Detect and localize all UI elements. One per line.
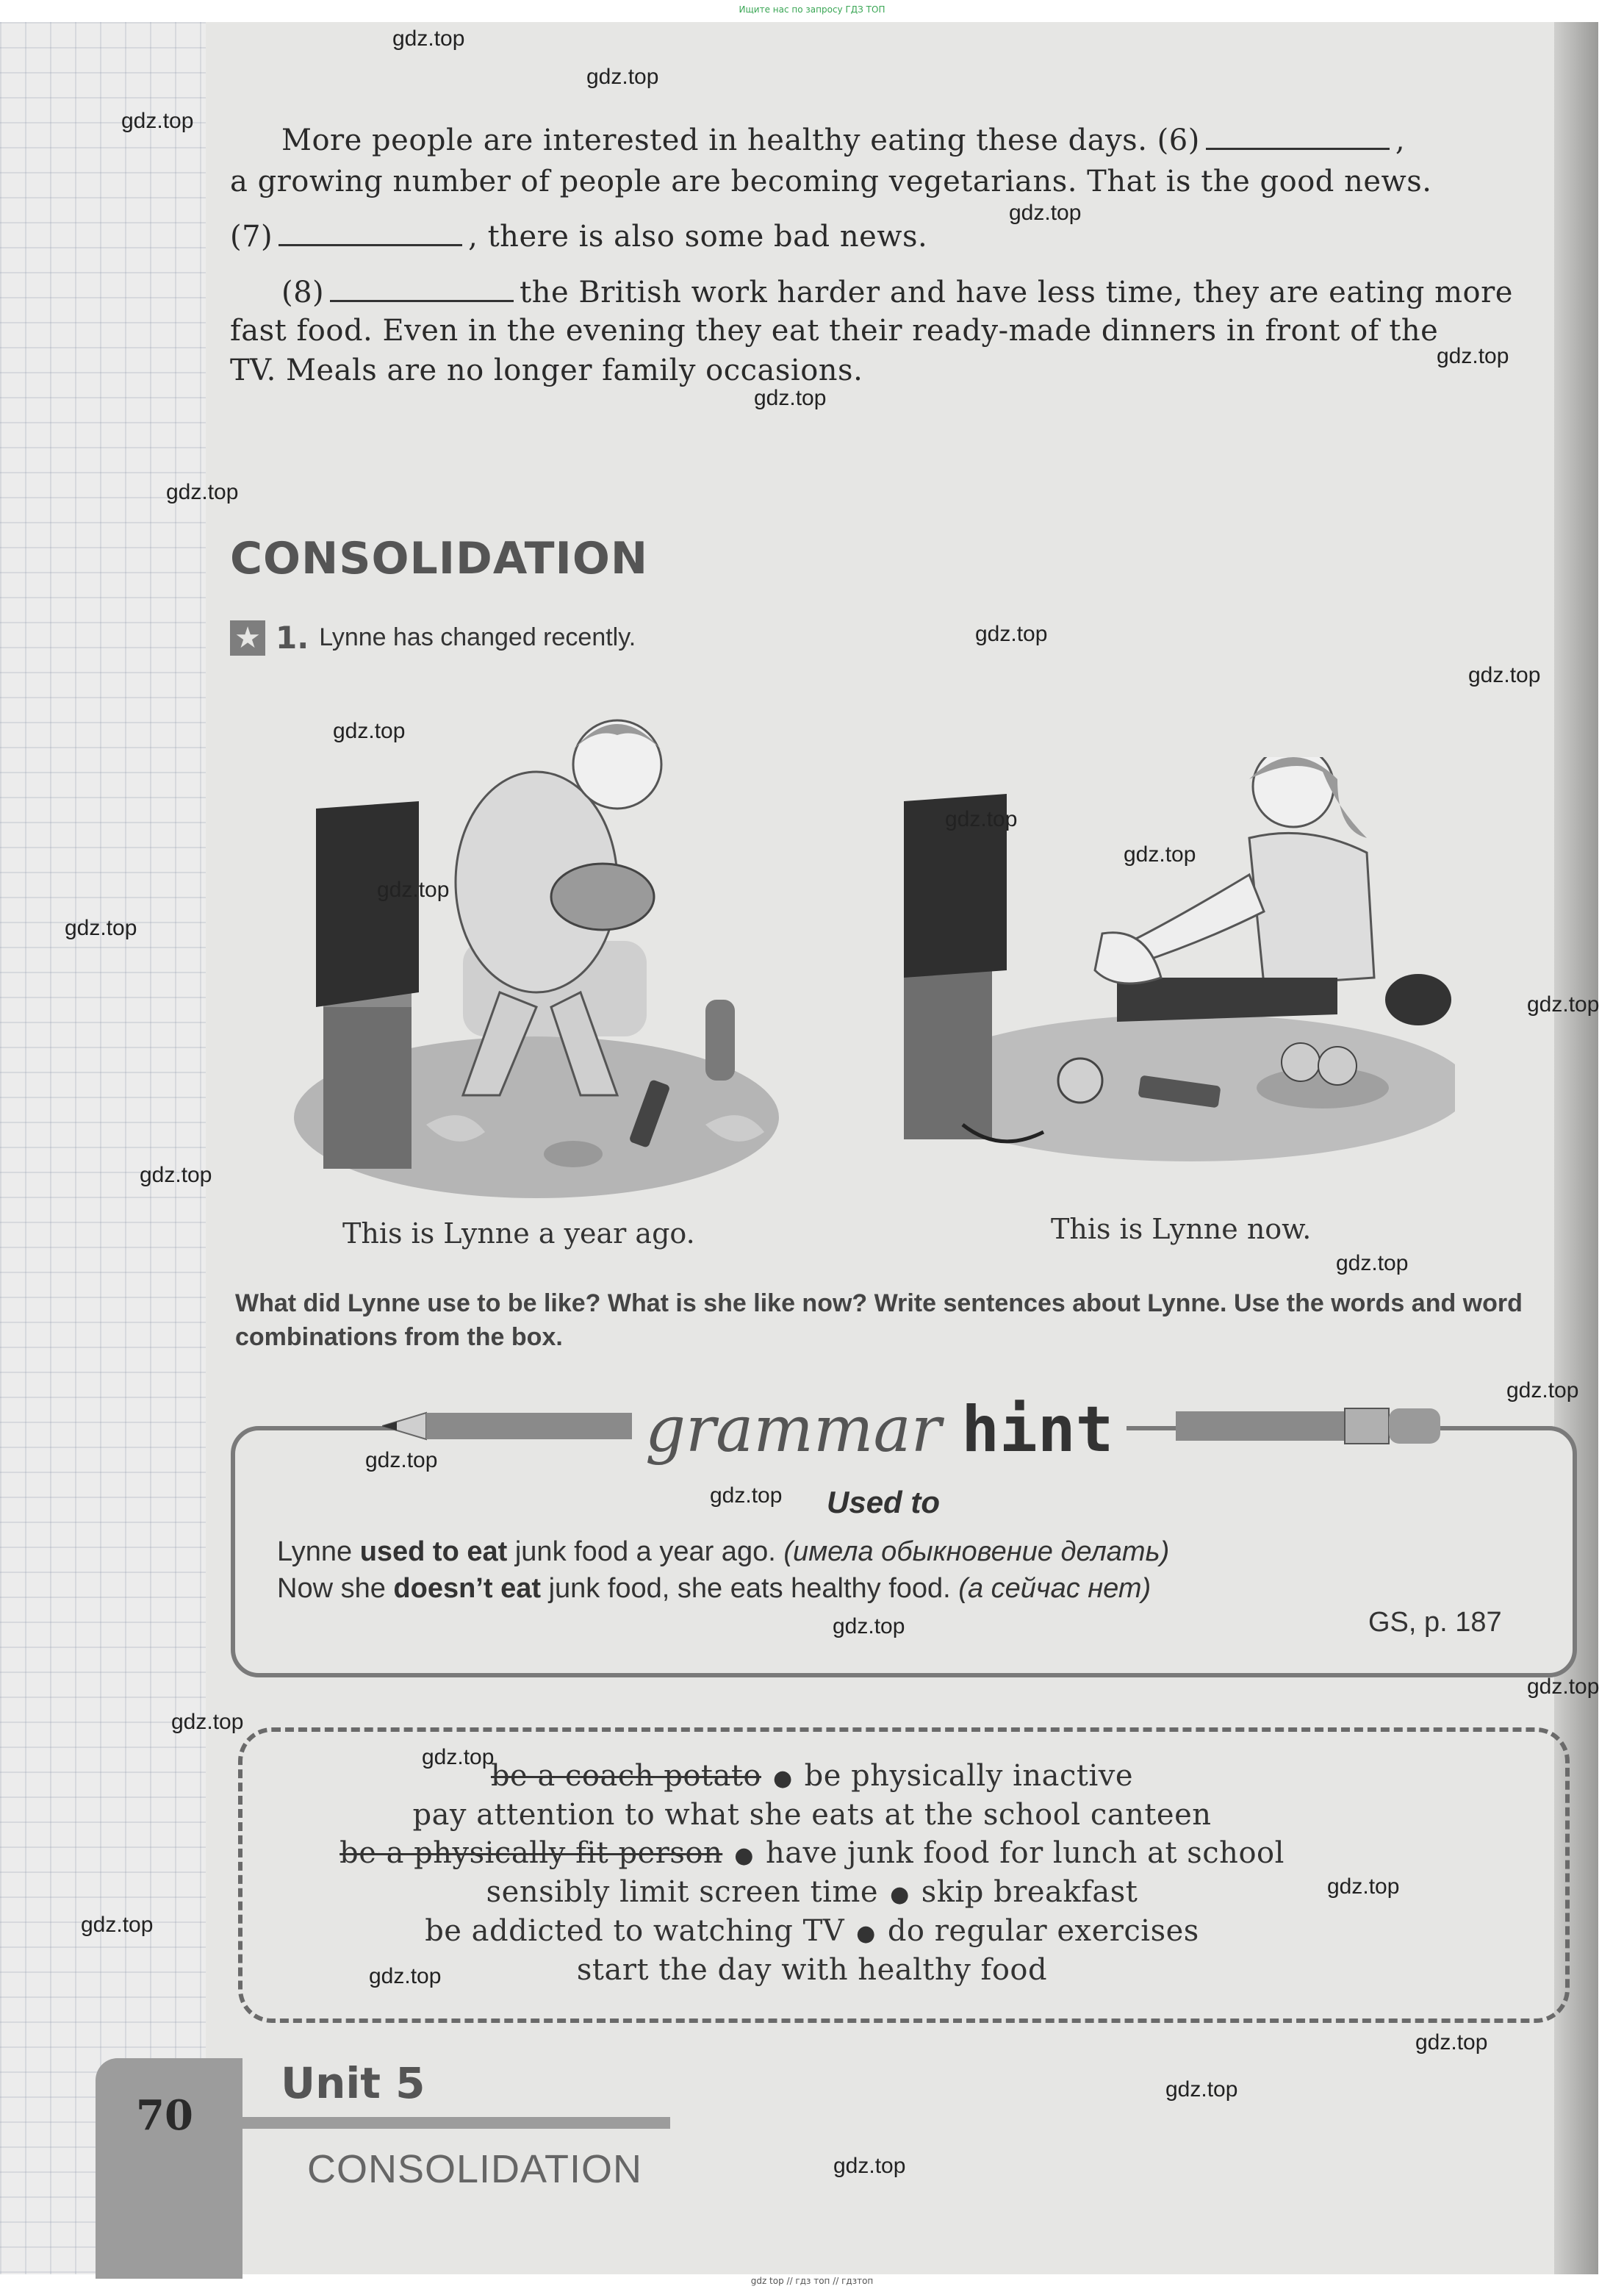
phrase: be physically inactive: [804, 1759, 1134, 1793]
line-text: ,: [1395, 123, 1406, 157]
blank-number: (7): [230, 220, 273, 254]
line-text: , there is also some bad news.: [468, 220, 928, 254]
arm: [1132, 875, 1264, 963]
text-line-2: a growing number of people are becoming vegetarians. That is the good news.: [230, 165, 1432, 198]
caption-year-ago: This is Lynne a year ago.: [342, 1217, 695, 1250]
watermark: gdz.top: [1336, 1251, 1409, 1275]
watermark: gdz.top: [754, 386, 827, 410]
watermark: gdz.top: [1506, 1378, 1579, 1403]
phrase: pay attention to what she eats at the school canteen: [412, 1798, 1212, 1832]
hint-bold-text: hint: [961, 1393, 1114, 1466]
text-line-1: [230, 121, 1567, 160]
grammar-subtitle: Used to: [827, 1485, 941, 1519]
answer-blank-6[interactable]: [1206, 124, 1390, 150]
word-row-2: [0, 1798, 1624, 1832]
word-row-6: [0, 1953, 1624, 1987]
watermark: gdz.top: [1527, 1674, 1600, 1699]
watermark: gdz.top: [171, 1710, 244, 1734]
watermark: gdz.top: [392, 26, 465, 51]
watermark: gdz.top: [369, 1964, 442, 1988]
hint-text: junk food, she eats healthy food.: [541, 1573, 959, 1604]
bullet-icon: ●: [890, 1882, 910, 1908]
exercise-instructions: What did Lynne use to be like? What is she like now? Write sentences about Lynne. Use the words and word combinations from the box.: [235, 1289, 1523, 1351]
watermark: gdz.top: [65, 916, 137, 940]
watermark: gdz.top: [1124, 842, 1196, 867]
text-line-3: [230, 218, 1567, 256]
watermark: gdz.top: [1468, 663, 1541, 687]
leggings: [1117, 978, 1337, 1022]
bullet-icon: ●: [772, 1766, 793, 1791]
watermark: gdz.top: [333, 719, 406, 743]
answer-blank-8[interactable]: [330, 276, 514, 302]
snack-cup: [544, 1141, 603, 1167]
watermark: gdz.top: [1165, 2077, 1238, 2102]
blank-number: (8): [281, 276, 325, 309]
caption-now: This is Lynne now.: [1051, 1213, 1312, 1245]
line-text: More people are interested in healthy eating these days.: [281, 123, 1148, 157]
footer-divider: [237, 2117, 670, 2129]
phrase: be a physically fit person: [339, 1836, 723, 1870]
phrase: sensibly limit screen time: [486, 1875, 879, 1909]
phrase: have junk food for lunch at school: [765, 1836, 1285, 1870]
illustration-lynne-year-ago: [294, 684, 794, 1198]
sneaker: [1385, 974, 1451, 1025]
phrase: be addicted to watching TV: [425, 1914, 845, 1948]
watermark: gdz.top: [833, 2154, 906, 2178]
text-line-6: TV. Meals are no longer family occasions.: [230, 354, 863, 387]
watermark: gdz.top: [1527, 992, 1600, 1017]
phrase: skip breakfast: [921, 1875, 1138, 1909]
page-number: 70: [136, 2091, 193, 2140]
star-icon: ★: [230, 620, 265, 656]
watermark: gdz.top: [586, 65, 659, 89]
watermark: gdz.top: [945, 807, 1018, 831]
watermark: gdz.top: [1437, 344, 1509, 368]
watermark: gdz.top: [365, 1448, 438, 1472]
watermark: gdz.top: [81, 1913, 154, 1937]
answer-blank-7[interactable]: [279, 221, 462, 246]
polka-dot-top: [1249, 833, 1374, 985]
grammar-hint-title: [632, 1393, 1127, 1466]
watermark: gdz.top: [377, 878, 450, 902]
watermark: gdz.top: [121, 109, 194, 133]
hint-translation: (а сейчас нет): [958, 1573, 1151, 1604]
watermark: gdz.top: [975, 622, 1048, 646]
soda-bottle-icon: [705, 1000, 735, 1081]
hint-bold: doesn’t eat: [393, 1573, 542, 1604]
watermark: gdz.top: [710, 1483, 783, 1508]
exercise-title: Lynne has changed recently.: [319, 623, 636, 651]
hint-translation: (имела обыкновение делать): [783, 1536, 1170, 1567]
text-line-5: fast food. Even in the evening they eat their ready-made dinners in front of the: [230, 314, 1439, 348]
hint-text: Now she: [277, 1573, 394, 1604]
hint-bold: used to eat: [359, 1536, 508, 1567]
bullet-icon: ●: [734, 1843, 754, 1869]
phrase: start the day with healthy food: [576, 1953, 1048, 1987]
watermark: gdz.top: [140, 1163, 212, 1187]
word-row-5: [0, 1914, 1624, 1948]
pear-icon: [1282, 1043, 1320, 1081]
bottom-note: gdz top // гдз топ // гдзтоп: [750, 2276, 874, 2286]
top-search-note: Ищите нас по запросу ГДЗ ТОП: [739, 4, 885, 15]
unit-label: Unit 5: [281, 2058, 425, 2108]
tv-stand: [323, 985, 412, 1169]
word-row-3: [0, 1836, 1624, 1870]
phrase: do regular exercises: [887, 1914, 1199, 1948]
watermark: gdz.top: [1415, 2030, 1488, 2055]
watermark: gdz.top: [422, 1745, 495, 1769]
tv-icon: [316, 801, 419, 1007]
pencil-end-icon: [1176, 1404, 1455, 1445]
watermark: gdz.top: [1327, 1874, 1400, 1899]
watermark: gdz.top: [166, 480, 239, 504]
blank-number: (6): [1157, 123, 1200, 157]
line-text: the British work harder and have less time, they are eating more: [520, 276, 1513, 309]
exercise-1-heading: [230, 620, 636, 656]
hint-text: junk food a year ago.: [507, 1536, 784, 1567]
watermark: gdz.top: [1009, 201, 1082, 225]
text-line-4: [230, 273, 1567, 312]
word-row-1: [0, 1759, 1624, 1793]
phrase: be a coach potato: [490, 1759, 761, 1793]
hint-script-text: grammar: [645, 1393, 941, 1466]
hint-example-1: [277, 1536, 1169, 1568]
hint-example-2: [277, 1573, 1151, 1605]
exercise-number: 1.: [276, 620, 309, 656]
watermark: gdz.top: [833, 1614, 905, 1638]
apple-icon: [1058, 1058, 1102, 1103]
hint-text: Lynne: [277, 1536, 360, 1567]
footer-section-title: CONSOLIDATION: [307, 2147, 643, 2191]
bullet-icon: ●: [856, 1921, 876, 1946]
grammar-reference: GS, p. 187: [1368, 1607, 1502, 1638]
snack-bowl: [551, 864, 654, 930]
section-title: CONSOLIDATION: [230, 533, 649, 584]
